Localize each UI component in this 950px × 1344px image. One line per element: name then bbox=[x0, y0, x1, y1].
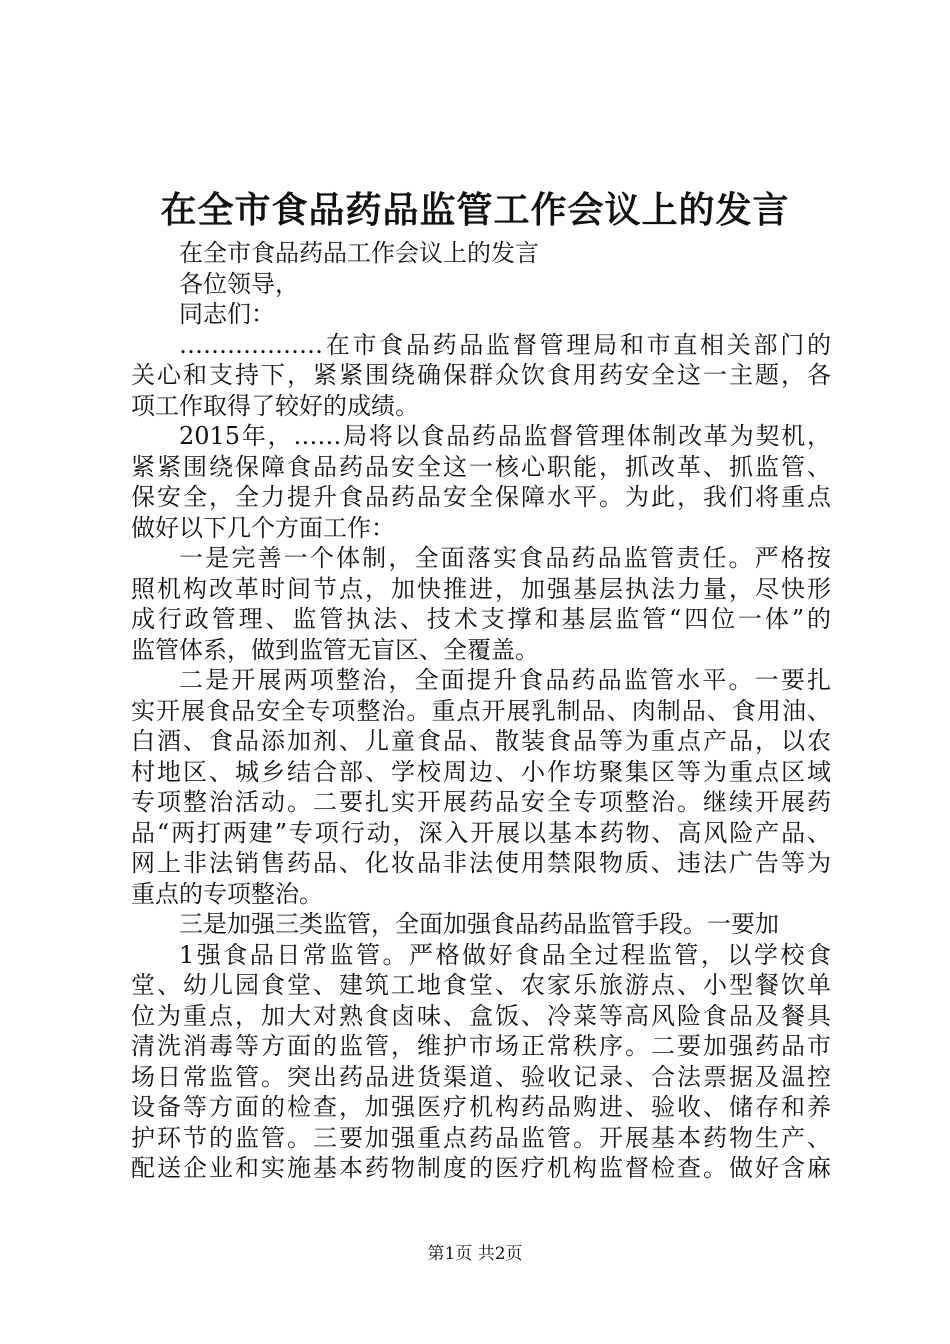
body-line: 各位领导， bbox=[179, 269, 299, 298]
body-line: 白酒、食品添加剂、儿童食品、散装食品等为重点产品，以农 bbox=[131, 727, 831, 755]
document-title: 在全市食品药品监管工作会议上的发言 bbox=[160, 189, 790, 231]
body-line: 设备等方面的检查，加强医疗机构药品购进、验收、储存和养 bbox=[131, 1093, 831, 1121]
body-line: 在全市食品药品工作会议上的发言 bbox=[179, 239, 539, 267]
body-line: 紧紧围绕保障食品药品安全这一核心职能，抓改革、抓监管、 bbox=[131, 452, 831, 481]
body-line: 二是开展两项整治，全面提升食品药品监管水平。一要扎 bbox=[179, 666, 831, 694]
body-line: 场日常监管。突出药品进货渠道、验收记录、合法票据及温控 bbox=[131, 1062, 831, 1091]
body-line: 项工作取得了较好的成绩。 bbox=[131, 391, 419, 420]
body-line: 实开展食品安全专项整治。重点开展乳制品、肉制品、食用油、 bbox=[131, 696, 831, 725]
body-line: 同志们： bbox=[179, 300, 275, 328]
body-line: 保安全，全力提升食品药品安全保障水平。为此，我们将重点 bbox=[131, 483, 831, 511]
body-line: 堂、幼儿园食堂、建筑工地食堂、农家乐旅游点、小型餐饮单 bbox=[131, 971, 831, 999]
body-line: 2015年，……局将以食品药品监督管理体制改革为契机， bbox=[179, 422, 831, 450]
body-line: 位为重点，加大对熟食卤味、盒饭、冷菜等高风险食品及餐具 bbox=[131, 1001, 831, 1030]
body-line: 监管体系，做到监管无盲区、全覆盖。 bbox=[131, 635, 539, 664]
body-line: ………………在市食品药品监督管理局和市直相关部门的 bbox=[179, 330, 831, 359]
body-line: 一是完善一个体制，全面落实食品药品监管责任。严格按 bbox=[179, 544, 831, 572]
body-line: 品“两打两建”专项行动，深入开展以基本药物、高风险产品、 bbox=[131, 818, 831, 847]
body-line: 照机构改革时间节点，加快推进，加强基层执法力量，尽快形 bbox=[131, 574, 831, 603]
document-body bbox=[131, 238, 831, 1184]
body-line: 配送企业和实施基本药物制度的医疗机构监督检查。做好含麻 bbox=[131, 1154, 831, 1182]
body-line: 护环节的监管。三要加强重点药品监管。开展基本药物生产、 bbox=[131, 1123, 831, 1152]
body-line: 重点的专项整治。 bbox=[131, 879, 323, 908]
body-line: 做好以下几个方面工作： bbox=[131, 513, 395, 542]
body-line: 成行政管理、监管执法、技术支撑和基层监管“四位一体”的 bbox=[131, 605, 831, 633]
body-line: 村地区、城乡结合部、学校周边、小作坊聚集区等为重点区域 bbox=[131, 757, 831, 786]
body-line: 1强食品日常监管。严格做好食品全过程监管，以学校食 bbox=[179, 940, 831, 969]
body-line: 关心和支持下，紧紧围绕确保群众饮食用药安全这一主题，各 bbox=[131, 361, 831, 389]
body-line: 清洗消毒等方面的监管，维护市场正常秩序。二要加强药品市 bbox=[131, 1032, 831, 1060]
page-footer: 第1页 共2页 bbox=[427, 1244, 523, 1264]
body-line: 专项整治活动。二要扎实开展药品安全专项整治。继续开展药 bbox=[131, 788, 831, 816]
body-line: 三是加强三类监管，全面加强食品药品监管手段。一要加 bbox=[179, 910, 779, 938]
body-line: 网上非法销售药品、化妆品非法使用禁限物质、违法广告等为 bbox=[131, 849, 831, 877]
